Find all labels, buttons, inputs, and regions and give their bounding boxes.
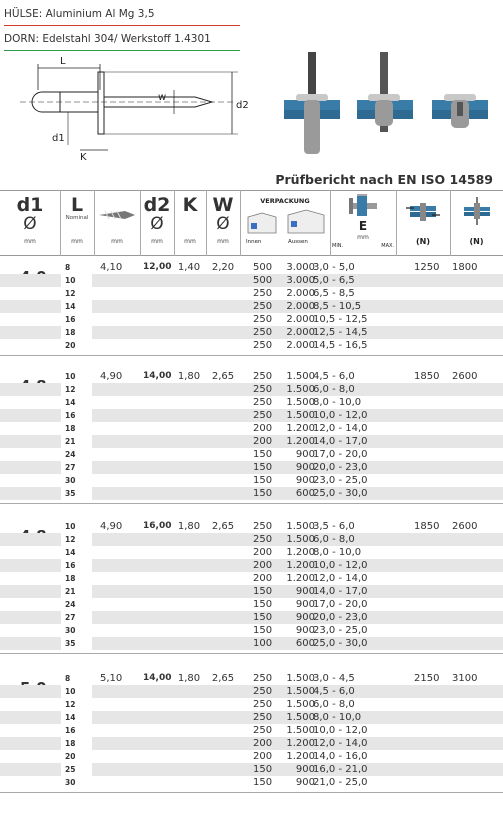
pack-inner-cell: 150 <box>253 488 273 499</box>
head-height-cell: 1,40 <box>177 262 201 273</box>
shear-cell: 1250 <box>414 262 440 273</box>
dim-label-K: K <box>80 152 87 163</box>
tensile-cell: 2600 <box>452 521 478 532</box>
grip-range-cell: 25,0 - 30,0 <box>313 488 368 499</box>
rivet-photo-before-icon <box>282 52 342 162</box>
grip-range-cell: 25,0 - 30,0 <box>313 638 368 649</box>
table-row <box>0 585 503 598</box>
length-cell: 18 <box>65 574 76 583</box>
dim-label-d1: d1 <box>52 133 65 144</box>
grip-range-cell: 16,0 - 21,0 <box>313 764 368 775</box>
length-cell: 30 <box>65 778 76 787</box>
pack-inner-cell: 150 <box>253 586 273 597</box>
pack-outer-cell: 3.000 <box>286 275 315 286</box>
grip-range-cell: 17,0 - 20,0 <box>313 449 368 460</box>
header-tensile: (N) <box>450 191 503 255</box>
table-row <box>0 448 503 461</box>
grip-range-cell: 6,0 - 8,0 <box>313 534 355 545</box>
grip-range-cell: 12,0 - 14,0 <box>313 573 368 584</box>
grip-range-cell: 8,0 - 10,0 <box>313 712 362 723</box>
sleeve-material: HÜLSE: Aluminium Al Mg 3,5 <box>4 8 155 20</box>
grip-range-cell: 14,0 - 17,0 <box>313 436 368 447</box>
grip-range-cell: 23,0 - 25,0 <box>313 475 368 486</box>
pack-outer-cell: 900 <box>295 599 315 610</box>
length-cell: 24 <box>65 450 76 459</box>
grip-range-cell: 8,0 - 10,0 <box>313 397 362 408</box>
length-cell: 18 <box>61 737 92 750</box>
sleeve-rule <box>4 25 240 26</box>
table-row <box>0 287 503 300</box>
grip-range-cell: 3,0 - 5,0 <box>313 262 355 273</box>
pack-outer-cell: 1.500 <box>286 371 315 382</box>
grip-range-cell: 20,0 - 23,0 <box>313 612 368 623</box>
length-cell: 10 <box>65 372 76 381</box>
pack-outer-cell: 600 <box>295 488 315 499</box>
drill-cell: 5,10 <box>100 673 123 684</box>
pack-inner-cell: 500 <box>253 275 273 286</box>
pack-outer-cell: 1.500 <box>286 397 315 408</box>
grip-range-cell: 20,0 - 23,0 <box>313 462 368 473</box>
pack-inner-cell: 200 <box>253 547 273 558</box>
pack-inner-cell: 250 <box>253 521 273 532</box>
pack-outer-cell: 1.500 <box>286 686 315 697</box>
pack-inner-cell: 200 <box>253 423 273 434</box>
length-cell: 14 <box>65 548 76 557</box>
drill-bit-icon <box>97 205 137 225</box>
grip-range-cell: 3,0 - 4,5 <box>313 673 355 684</box>
rivet-photo-setting-icon <box>355 52 415 162</box>
grip-range-cell: 4,5 - 6,0 <box>313 371 355 382</box>
table-row <box>0 383 503 396</box>
tensile-force-icon <box>460 197 494 225</box>
pack-inner-cell: 250 <box>253 371 273 382</box>
grip-range-cell: 4,5 - 6,0 <box>313 686 355 697</box>
dim-label-L: L <box>60 56 66 67</box>
pack-inner-cell: 250 <box>253 397 273 408</box>
table-row <box>0 724 503 737</box>
pack-outer-cell: 1.500 <box>286 699 315 710</box>
grip-range-cell: 3,5 - 6,0 <box>313 521 355 532</box>
packaging-outer-label: Aussen <box>288 239 308 245</box>
length-cell: 12 <box>61 533 92 546</box>
table-row <box>0 274 503 287</box>
length-cell: 14 <box>61 711 92 724</box>
rivet-photo-set-icon <box>430 52 490 162</box>
table-row <box>0 261 503 274</box>
mandrel-material: DORN: Edelstahl 304/ Werkstoff 1.4301 <box>4 33 211 45</box>
tensile-cell: 2600 <box>452 371 478 382</box>
head-diameter-cell: 12,00 <box>143 262 172 272</box>
table-header <box>0 190 503 256</box>
grip-range-cell: 8,5 - 10,5 <box>313 301 362 312</box>
pack-inner-cell: 250 <box>253 314 273 325</box>
table-row <box>0 685 503 698</box>
table-row <box>0 370 503 383</box>
grip-range-cell: 8,0 - 10,0 <box>313 547 362 558</box>
grip-range-cell: 6,5 - 8,5 <box>313 288 355 299</box>
pack-outer-cell: 1.500 <box>286 712 315 723</box>
pack-outer-cell: 1.200 <box>286 738 315 749</box>
pack-inner-cell: 500 <box>253 262 273 273</box>
grip-range-cell: 14,5 - 16,5 <box>313 340 368 351</box>
grip-range-cell: 5,0 - 6,5 <box>313 275 355 286</box>
pack-outer-cell: 900 <box>295 612 315 623</box>
table-row <box>0 300 503 313</box>
pack-inner-cell: 250 <box>253 712 273 723</box>
pack-inner-cell: 150 <box>253 777 273 788</box>
header-shear: (N) <box>396 191 450 255</box>
length-cell: 27 <box>61 611 92 624</box>
header-W: W Ø mm <box>212 194 234 245</box>
pack-outer-cell: 2.000 <box>286 314 315 325</box>
table-row <box>0 474 503 487</box>
table-row <box>0 339 503 352</box>
pack-inner-cell: 200 <box>253 751 273 762</box>
grip-range-cell: 12,0 - 14,0 <box>313 738 368 749</box>
grip-range-cell: 10,5 - 12,5 <box>313 314 368 325</box>
pack-inner-cell: 250 <box>253 699 273 710</box>
length-cell: 21 <box>61 585 92 598</box>
length-cell: 24 <box>65 600 76 609</box>
pack-outer-cell: 900 <box>295 777 315 788</box>
pack-outer-cell: 1.200 <box>286 573 315 584</box>
pack-inner-cell: 150 <box>253 764 273 775</box>
pack-inner-cell: 250 <box>253 686 273 697</box>
length-cell: 30 <box>65 626 76 635</box>
mandrel-diameter-cell: 2,65 <box>211 673 235 684</box>
header-L: L Nominal mm <box>65 194 89 245</box>
packaging-inner-label: Innen <box>246 239 262 245</box>
table-row <box>0 326 503 339</box>
length-cell: 18 <box>61 326 92 339</box>
pack-inner-cell: 250 <box>253 410 273 421</box>
pack-outer-cell: 900 <box>295 475 315 486</box>
table-row <box>0 533 503 546</box>
table-row <box>0 750 503 763</box>
pack-outer-cell: 900 <box>295 586 315 597</box>
table-row <box>0 711 503 724</box>
mandrel-diameter-cell: 2,65 <box>211 371 235 382</box>
grip-range-cell: 21,0 - 25,0 <box>313 777 368 788</box>
mandrel-diameter-cell: 2,20 <box>211 262 235 273</box>
length-cell: 35 <box>61 487 92 500</box>
pack-outer-cell: 900 <box>295 764 315 775</box>
table-row <box>0 776 503 789</box>
table-row <box>0 546 503 559</box>
length-cell: 10 <box>65 522 76 531</box>
drill-cell: 4,90 <box>100 371 123 382</box>
length-cell: 10 <box>61 685 92 698</box>
shear-cell: 1850 <box>414 371 440 382</box>
rivet-group <box>0 367 503 504</box>
table-row <box>0 672 503 685</box>
pack-inner-cell: 250 <box>253 673 273 684</box>
pack-outer-cell: 1.200 <box>286 436 315 447</box>
table-row <box>0 409 503 422</box>
grip-range-cell: 14,0 - 16,0 <box>313 751 368 762</box>
E-min-label: MIN. <box>332 243 344 249</box>
grip-range-cell: 23,0 - 25,0 <box>313 625 368 636</box>
length-cell: 30 <box>65 476 76 485</box>
rivet-group <box>0 669 503 793</box>
head-height-cell: 1,80 <box>177 371 201 382</box>
pack-inner-cell: 150 <box>253 462 273 473</box>
pack-outer-cell: 1.500 <box>286 410 315 421</box>
head-diameter-cell: 14,00 <box>143 673 172 683</box>
table-row <box>0 435 503 448</box>
mandrel-diameter-cell: 2,65 <box>211 521 235 532</box>
pack-inner-cell: 150 <box>253 612 273 623</box>
grip-range-cell: 14,0 - 17,0 <box>313 586 368 597</box>
pack-inner-cell: 200 <box>253 573 273 584</box>
table-row <box>0 487 503 500</box>
pack-inner-cell: 250 <box>253 384 273 395</box>
shear-cell: 2150 <box>414 673 440 684</box>
pack-outer-cell: 1.500 <box>286 673 315 684</box>
pack-outer-cell: 2.000 <box>286 327 315 338</box>
grip-range-icon <box>343 194 383 216</box>
pack-outer-cell: 1.200 <box>286 423 315 434</box>
head-height-cell: 1,80 <box>177 521 201 532</box>
table-row <box>0 461 503 474</box>
pack-outer-cell: 600 <box>295 638 315 649</box>
pack-outer-cell: 1.500 <box>286 384 315 395</box>
length-cell: 12 <box>65 700 76 709</box>
drill-cell: 4,90 <box>100 521 123 532</box>
table-row <box>0 313 503 326</box>
pack-outer-cell: 1.200 <box>286 751 315 762</box>
length-cell: 10 <box>61 274 92 287</box>
length-cell: 14 <box>61 300 92 313</box>
table-row <box>0 422 503 435</box>
pack-inner-cell: 250 <box>253 534 273 545</box>
pack-inner-cell: 150 <box>253 625 273 636</box>
length-cell: 20 <box>65 341 76 350</box>
pack-outer-cell: 1.200 <box>286 547 315 558</box>
table-row <box>0 698 503 711</box>
packaging-boxes-icon <box>242 207 328 237</box>
length-cell: 27 <box>61 461 92 474</box>
test-report-title: Prüfbericht nach EN ISO 14589 <box>275 172 493 187</box>
length-cell: 16 <box>65 726 76 735</box>
pack-inner-cell: 200 <box>253 436 273 447</box>
table-row <box>0 559 503 572</box>
pack-inner-cell: 250 <box>253 288 273 299</box>
length-cell: 35 <box>61 637 92 650</box>
head-height-cell: 1,80 <box>177 673 201 684</box>
grip-range-cell: 12,0 - 14,0 <box>313 423 368 434</box>
header-K: K mm <box>182 194 198 245</box>
table-row <box>0 611 503 624</box>
pack-inner-cell: 200 <box>253 560 273 571</box>
pack-outer-cell: 1.200 <box>286 560 315 571</box>
length-cell: 18 <box>65 424 76 433</box>
pack-inner-cell: 250 <box>253 327 273 338</box>
shear-force-icon <box>406 199 440 225</box>
pack-outer-cell: 1.500 <box>286 534 315 545</box>
pack-outer-cell: 2.000 <box>286 288 315 299</box>
pack-outer-cell: 900 <box>295 449 315 460</box>
pack-inner-cell: 100 <box>253 638 273 649</box>
table-row <box>0 598 503 611</box>
length-cell: 14 <box>65 398 76 407</box>
table-row <box>0 637 503 650</box>
pack-inner-cell: 150 <box>253 449 273 460</box>
pack-inner-cell: 250 <box>253 340 273 351</box>
grip-range-cell: 10,0 - 12,0 <box>313 410 368 421</box>
grip-range-cell: 10,0 - 12,0 <box>313 725 368 736</box>
rivet-dimension-diagram <box>0 50 260 165</box>
dim-label-d2: d2 <box>236 100 249 111</box>
table-row <box>0 520 503 533</box>
grip-range-cell: 10,0 - 12,0 <box>313 560 368 571</box>
drill-cell: 4,10 <box>100 262 123 273</box>
pack-outer-cell: 2.000 <box>286 301 315 312</box>
tensile-cell: 1800 <box>452 262 478 273</box>
table-row <box>0 396 503 409</box>
pack-inner-cell: 250 <box>253 725 273 736</box>
grip-range-cell: 6,0 - 8,0 <box>313 699 355 710</box>
length-cell: 16 <box>65 315 76 324</box>
pack-outer-cell: 900 <box>295 462 315 473</box>
table-row <box>0 572 503 585</box>
tensile-cell: 3100 <box>452 673 478 684</box>
head-diameter-cell: 16,00 <box>143 521 172 531</box>
length-cell: 16 <box>61 559 92 572</box>
length-cell: 21 <box>61 435 92 448</box>
table-row <box>0 737 503 750</box>
grip-range-cell: 12,5 - 14,5 <box>313 327 368 338</box>
header-packaging: VERPACKUNG Innen Aussen <box>240 191 330 255</box>
length-cell: 8 <box>65 674 71 683</box>
pack-inner-cell: 200 <box>253 738 273 749</box>
dim-label-w: w <box>158 92 167 103</box>
pack-outer-cell: 2.000 <box>286 340 315 351</box>
header-d2: d2 Ø mm <box>143 194 171 245</box>
length-cell: 25 <box>61 763 92 776</box>
E-max-label: MAX. <box>381 243 394 249</box>
grip-range-cell: 6,0 - 8,0 <box>313 384 355 395</box>
length-cell: 12 <box>65 289 76 298</box>
grip-range-cell: 17,0 - 20,0 <box>313 599 368 610</box>
pack-outer-cell: 900 <box>295 625 315 636</box>
table-row <box>0 624 503 637</box>
rivet-group <box>0 258 503 356</box>
length-cell: 20 <box>65 752 76 761</box>
rivet-group <box>0 517 503 654</box>
pack-inner-cell: 150 <box>253 475 273 486</box>
header-drill: mm <box>94 191 140 255</box>
pack-outer-cell: 1.500 <box>286 521 315 532</box>
shear-cell: 1850 <box>414 521 440 532</box>
pack-inner-cell: 250 <box>253 301 273 312</box>
head-diameter-cell: 14,00 <box>143 371 172 381</box>
pack-outer-cell: 1.500 <box>286 725 315 736</box>
pack-inner-cell: 150 <box>253 599 273 610</box>
length-cell: 16 <box>61 409 92 422</box>
length-cell: 12 <box>61 383 92 396</box>
length-cell: 8 <box>65 263 71 272</box>
header-d1: d1 Ø mm <box>16 194 44 245</box>
header-E: E mm MIN. MAX. <box>330 191 396 255</box>
table-row <box>0 763 503 776</box>
pack-outer-cell: 3.000 <box>286 262 315 273</box>
